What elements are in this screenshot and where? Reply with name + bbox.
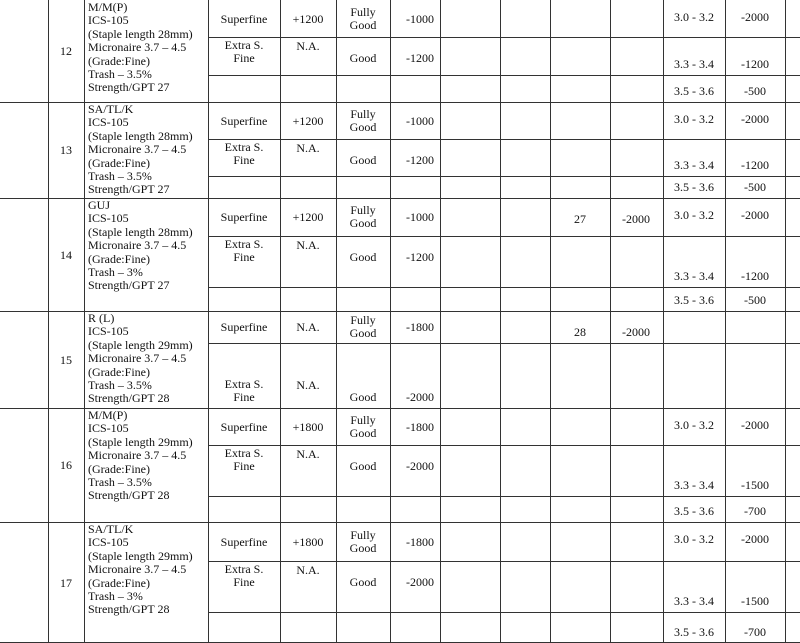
micronaire-value: -500 (744, 293, 766, 307)
rate-value: -1200 (406, 153, 434, 167)
rate-value: -1800 (406, 534, 434, 549)
description-line: Micronaire 3.7 – 4.5 (88, 238, 187, 253)
serial-number: 14 (60, 247, 72, 262)
rate-value: -1000 (406, 210, 434, 224)
column-divider (663, 0, 664, 643)
grade-label: Superfine (220, 11, 268, 26)
quality-label: Fully Good (349, 527, 377, 555)
grade-label: Superfine (220, 113, 268, 128)
description-line: Trash – 3% (88, 265, 143, 280)
micronaire-range: 3.3 - 3.4 (674, 594, 714, 608)
description-line: ICS-105 (88, 13, 129, 28)
subrow-border (208, 37, 800, 38)
description-line: GUJ (88, 198, 111, 212)
description-line: (Grade:Fine) (88, 155, 150, 170)
description-line: M/M(P) (88, 0, 128, 14)
micronaire-value: -500 (744, 180, 766, 194)
gpt-rate-value: -2000 (622, 212, 650, 226)
column-divider (390, 0, 391, 643)
description-line: SA/TL/K (88, 102, 134, 116)
grade-label: Superfine (220, 210, 268, 224)
description-line: ICS-105 (88, 421, 129, 436)
quality-label: Fully Good (349, 313, 377, 340)
description-line: Trash – 3% (88, 589, 143, 604)
grade-label: Extra S. Fine (224, 562, 264, 589)
micronaire-value: -700 (744, 504, 766, 518)
subrow-border (208, 496, 800, 497)
description-line: (Grade:Fine) (88, 251, 150, 266)
rate-value: -1800 (406, 419, 434, 434)
column-divider (725, 0, 726, 643)
subrow-border (208, 139, 800, 140)
description-line: (Staple length 29mm) (88, 434, 193, 449)
description-line: ICS-105 (88, 535, 129, 550)
premium-value: +1200 (292, 11, 324, 26)
serial-number: 13 (60, 143, 72, 157)
premium-value: N.A. (296, 447, 320, 461)
description-line: Strength/GPT 28 (88, 602, 170, 617)
description-line: Micronaire 3.7 – 4.5 (88, 448, 187, 463)
micronaire-value: -2000 (741, 112, 769, 126)
rate-value: -2000 (406, 575, 434, 589)
description-line: SA/TL/K (88, 522, 134, 536)
description-line: Trash – 3.5% (88, 169, 152, 184)
column-divider (208, 0, 209, 643)
description-line: Strength/GPT 27 (88, 182, 170, 197)
description-line: Strength/GPT 28 (88, 391, 170, 406)
serial-number: 17 (60, 575, 72, 590)
quality-label: Good (349, 51, 377, 65)
column-divider (550, 0, 551, 643)
grade-label: Superfine (220, 534, 268, 549)
subrow-border (208, 561, 800, 562)
cotton-description (88, 199, 193, 293)
cotton-description (88, 409, 193, 503)
subrow-border (208, 176, 800, 177)
premium-value: N.A. (296, 238, 320, 252)
subrow-border (208, 343, 800, 344)
column-divider (48, 0, 49, 643)
grade-label: Extra S. Fine (224, 376, 264, 404)
gpt-value: 27 (574, 212, 586, 226)
micronaire-range: 3.0 - 3.2 (674, 418, 714, 432)
quality-label: Fully Good (349, 106, 377, 134)
micronaire-range: 3.0 - 3.2 (674, 208, 714, 222)
micronaire-range: 3.5 - 3.6 (674, 84, 714, 98)
serial-number: 15 (60, 352, 72, 367)
premium-value: N.A. (296, 39, 320, 53)
description-line: (Staple length 29mm) (88, 548, 193, 563)
description-line: (Grade:Fine) (88, 364, 150, 379)
serial-number: 16 (60, 458, 72, 472)
subrow-border (208, 287, 800, 288)
description-line: (Staple length 28mm) (88, 128, 193, 143)
rate-value: -1200 (406, 250, 434, 264)
micronaire-range: 3.3 - 3.4 (674, 478, 714, 492)
description-line: Strength/GPT 27 (88, 80, 170, 95)
micronaire-value: -2000 (741, 208, 769, 222)
description-line: Micronaire 3.7 – 4.5 (88, 142, 187, 157)
description-line: ICS-105 (88, 211, 129, 226)
premium-value: N.A. (296, 377, 320, 392)
micronaire-value: -1200 (741, 158, 769, 172)
quality-label: Good (349, 575, 377, 589)
description-line: (Staple length 29mm) (88, 337, 193, 352)
quality-label: Fully Good (349, 203, 377, 230)
premium-value: N.A. (296, 563, 320, 577)
gpt-value: 28 (574, 325, 586, 339)
quality-label: Good (349, 153, 377, 167)
rate-value: -1000 (406, 11, 434, 26)
subrow-border (208, 445, 800, 446)
micronaire-range: 3.3 - 3.4 (674, 269, 714, 283)
description-line: Micronaire 3.7 – 4.5 (88, 562, 187, 577)
description-line: ICS-105 (88, 324, 129, 339)
description-line: Micronaire 3.7 – 4.5 (88, 351, 187, 366)
micronaire-value: -1500 (741, 478, 769, 492)
micronaire-range: 3.0 - 3.2 (674, 112, 714, 126)
description-line: Strength/GPT 28 (88, 488, 170, 503)
cotton-description (88, 523, 193, 617)
description-line: (Staple length 28mm) (88, 26, 193, 41)
subrow-border (208, 236, 800, 237)
rate-value: -1200 (406, 51, 434, 65)
premium-value: N.A. (296, 320, 320, 334)
grade-label: Extra S. Fine (224, 38, 264, 65)
grade-label: Superfine (220, 419, 268, 434)
micronaire-value: -2000 (741, 532, 769, 546)
micronaire-value: -1500 (741, 594, 769, 608)
micronaire-range: 3.0 - 3.2 (674, 10, 714, 24)
micronaire-range: 3.5 - 3.6 (674, 625, 714, 639)
quality-label: Good (349, 250, 377, 264)
description-line: Strength/GPT 27 (88, 278, 170, 293)
description-line: Trash – 3.5% (88, 378, 152, 393)
gpt-rate-value: -2000 (622, 325, 650, 339)
description-line: M/M(P) (88, 408, 128, 422)
quality-label: Good (349, 389, 377, 404)
description-line: (Grade:Fine) (88, 53, 150, 68)
description-line: ICS-105 (88, 115, 129, 130)
micronaire-value: -2000 (741, 10, 769, 24)
micronaire-value: -1200 (741, 269, 769, 283)
column-divider (336, 0, 337, 643)
micronaire-range: 3.5 - 3.6 (674, 293, 714, 307)
rate-value: -1800 (406, 320, 434, 334)
subrow-border (208, 612, 800, 613)
description-line: (Grade:Fine) (88, 461, 150, 476)
micronaire-range: 3.5 - 3.6 (674, 180, 714, 194)
cotton-description (88, 1, 193, 95)
description-line: Trash – 3.5% (88, 67, 152, 82)
description-line: Trash – 3.5% (88, 475, 152, 490)
micronaire-value: -700 (744, 625, 766, 639)
subrow-border (208, 75, 800, 76)
micronaire-range: 3.5 - 3.6 (674, 504, 714, 518)
premium-value: +1800 (292, 419, 324, 434)
description-line: R (L) (88, 311, 115, 325)
column-divider (280, 0, 281, 643)
quality-label: Fully Good (349, 412, 377, 440)
rate-value: -1000 (406, 113, 434, 128)
rate-value: -2000 (406, 389, 434, 404)
grade-label: Superfine (220, 320, 268, 334)
premium-value: +1200 (292, 113, 324, 128)
micronaire-range: 3.3 - 3.4 (674, 158, 714, 172)
cotton-description (88, 103, 193, 197)
cotton-description (88, 312, 193, 406)
micronaire-range: 3.3 - 3.4 (674, 57, 714, 71)
quality-label: Fully Good (349, 4, 377, 32)
micronaire-range: 3.0 - 3.2 (674, 532, 714, 546)
description-line: Micronaire 3.7 – 4.5 (88, 40, 187, 55)
description-line: (Grade:Fine) (88, 575, 150, 590)
rate-value: -2000 (406, 459, 434, 473)
micronaire-value: -500 (744, 84, 766, 98)
description-line: (Staple length 28mm) (88, 224, 193, 239)
column-divider (440, 0, 441, 643)
column-divider (610, 0, 611, 643)
micronaire-value: -1200 (741, 57, 769, 71)
grade-label: Extra S. Fine (224, 140, 264, 167)
column-divider (84, 0, 85, 643)
serial-number: 12 (60, 44, 72, 58)
grade-label: Extra S. Fine (224, 446, 264, 473)
grade-label: Extra S. Fine (224, 237, 264, 264)
premium-value: +1800 (292, 534, 324, 549)
premium-value: N.A. (296, 141, 320, 155)
column-divider (500, 0, 501, 643)
micronaire-value: -2000 (741, 418, 769, 432)
premium-value: +1200 (292, 210, 324, 224)
quality-label: Good (349, 459, 377, 473)
column-divider (785, 0, 786, 643)
